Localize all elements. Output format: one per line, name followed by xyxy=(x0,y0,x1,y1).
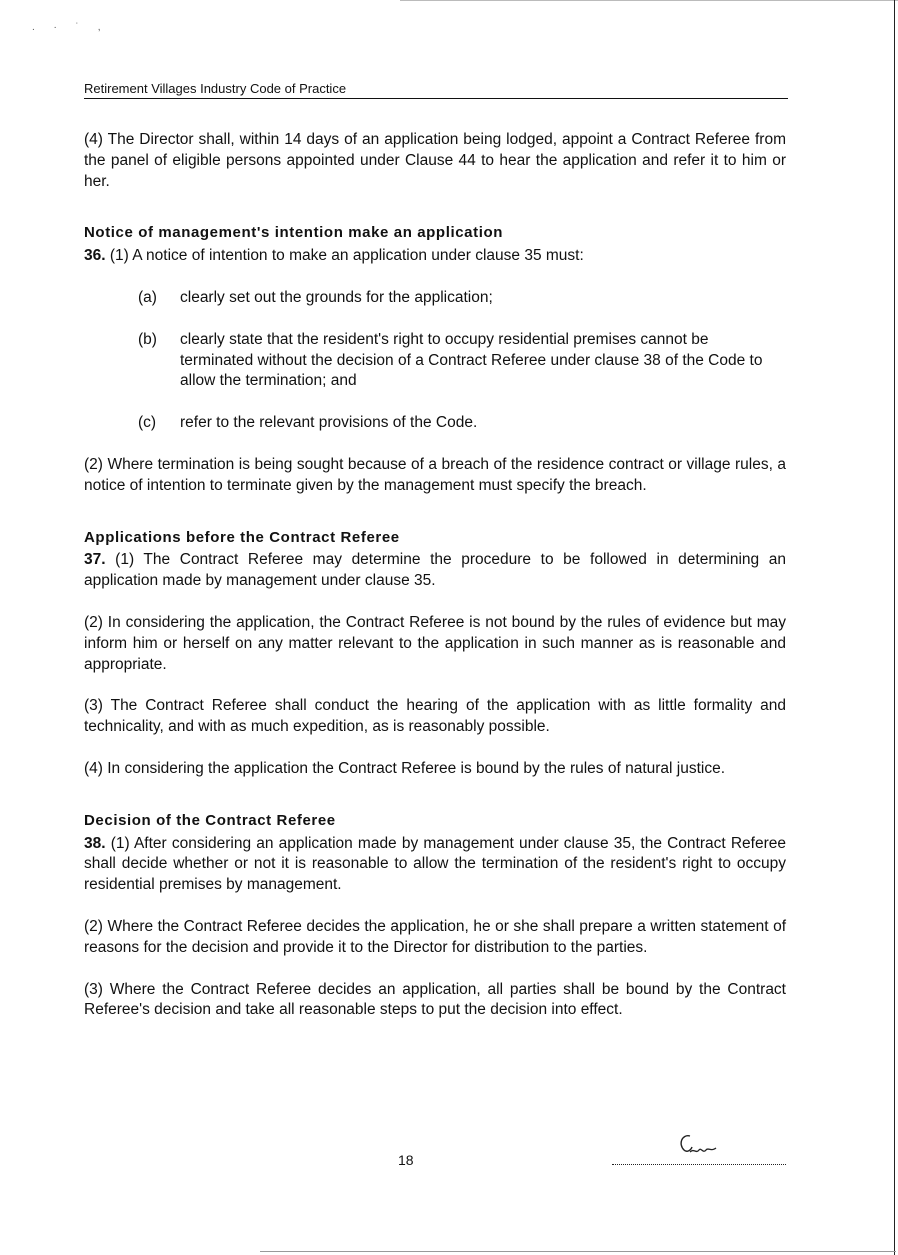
clause-number-36: 36. xyxy=(84,247,106,265)
section-heading-36: Notice of management's intention make an application xyxy=(84,224,504,242)
list-item-label: (c) xyxy=(138,414,157,432)
scan-edge-bottom xyxy=(260,1251,896,1252)
paragraph-37-1 xyxy=(84,550,786,592)
paragraph-37-4: (4) In considering the application the Contract Referee is bound by the rules of natural justice. xyxy=(84,759,726,777)
list-item-label: (b) xyxy=(138,330,157,348)
paragraph-36-1-text: (1) A notice of intention to make an application under clause 35 must: xyxy=(105,247,584,265)
paragraph-38-1 xyxy=(84,834,786,896)
page-header: Retirement Villages Industry Code of Practice xyxy=(84,81,788,99)
paragraph-38-1-text: (1) After considering an application made by management under clause 35, the Contract Referee shall decide whether or not it is reasonable to allow the termination of the resident's right to occupy residential premises by management. xyxy=(84,834,786,894)
document-body xyxy=(84,130,786,1021)
clause-36-list xyxy=(84,288,786,434)
list-item-text: clearly set out the grounds for the application; xyxy=(180,288,493,306)
scan-edge-top xyxy=(400,0,898,1)
paragraph-37-3: (3) The Contract Referee shall conduct the hearing of the application with as little formality and technicality, and with as much expedition, as is reasonably possible. xyxy=(84,697,786,736)
paragraph-37-2: (2) In considering the application, the Contract Referee is not bound by the rules of evidence but may inform him or herself on any matter relevant to the application in such manner as is reasonable and appropriate. xyxy=(84,613,786,673)
list-item-text: clearly state that the resident's right to occupy residential premises cannot be terminated without the decision of a Contract Referee under clause 38 of the Code to allow the termination; and xyxy=(180,330,763,390)
paragraph-36-2: (2) Where termination is being sought because of a breach of the residence contract or village rules, a notice of intention to terminate given by the management must specify the breach. xyxy=(84,455,786,494)
clause-number-38: 38. xyxy=(84,834,106,852)
paragraph-35-4: (4) The Director shall, within 14 days of an application being lodged, appoint a Contract Referee from the panel of eligible persons appointed under Clause 44 to hear the application and refer it to him or her. xyxy=(84,131,786,190)
list-item xyxy=(84,288,786,309)
list-item-text: refer to the relevant provisions of the Code. xyxy=(180,414,478,432)
section-heading-37: Applications before the Contract Referee xyxy=(84,528,400,546)
page-number: 18 xyxy=(398,1152,414,1168)
scan-specks: . · ˙ , xyxy=(32,22,109,33)
scan-edge-right xyxy=(894,0,895,1255)
paragraph-37-1-text: (1) The Contract Referee may determine the procedure to be followed in determining an application made by management under clause 35. xyxy=(84,551,786,590)
paragraph-38-3: (3) Where the Contract Referee decides an application, all parties shall be bound by the Contract Referee's decision and take all reasonable steps to put the decision into effect. xyxy=(84,980,786,1019)
clause-number-37: 37. xyxy=(84,551,106,569)
list-item-label: (a) xyxy=(138,288,157,306)
section-heading-38: Decision of the Contract Referee xyxy=(84,811,336,829)
signature-initials xyxy=(676,1130,726,1160)
paragraph-36-1 xyxy=(84,246,786,267)
list-item xyxy=(84,413,786,434)
list-item xyxy=(84,330,786,392)
paragraph-38-2: (2) Where the Contract Referee decides the application, he or she shall prepare a written statement of reasons for the decision and provide it to the Director for distribution to the parties. xyxy=(84,917,786,956)
